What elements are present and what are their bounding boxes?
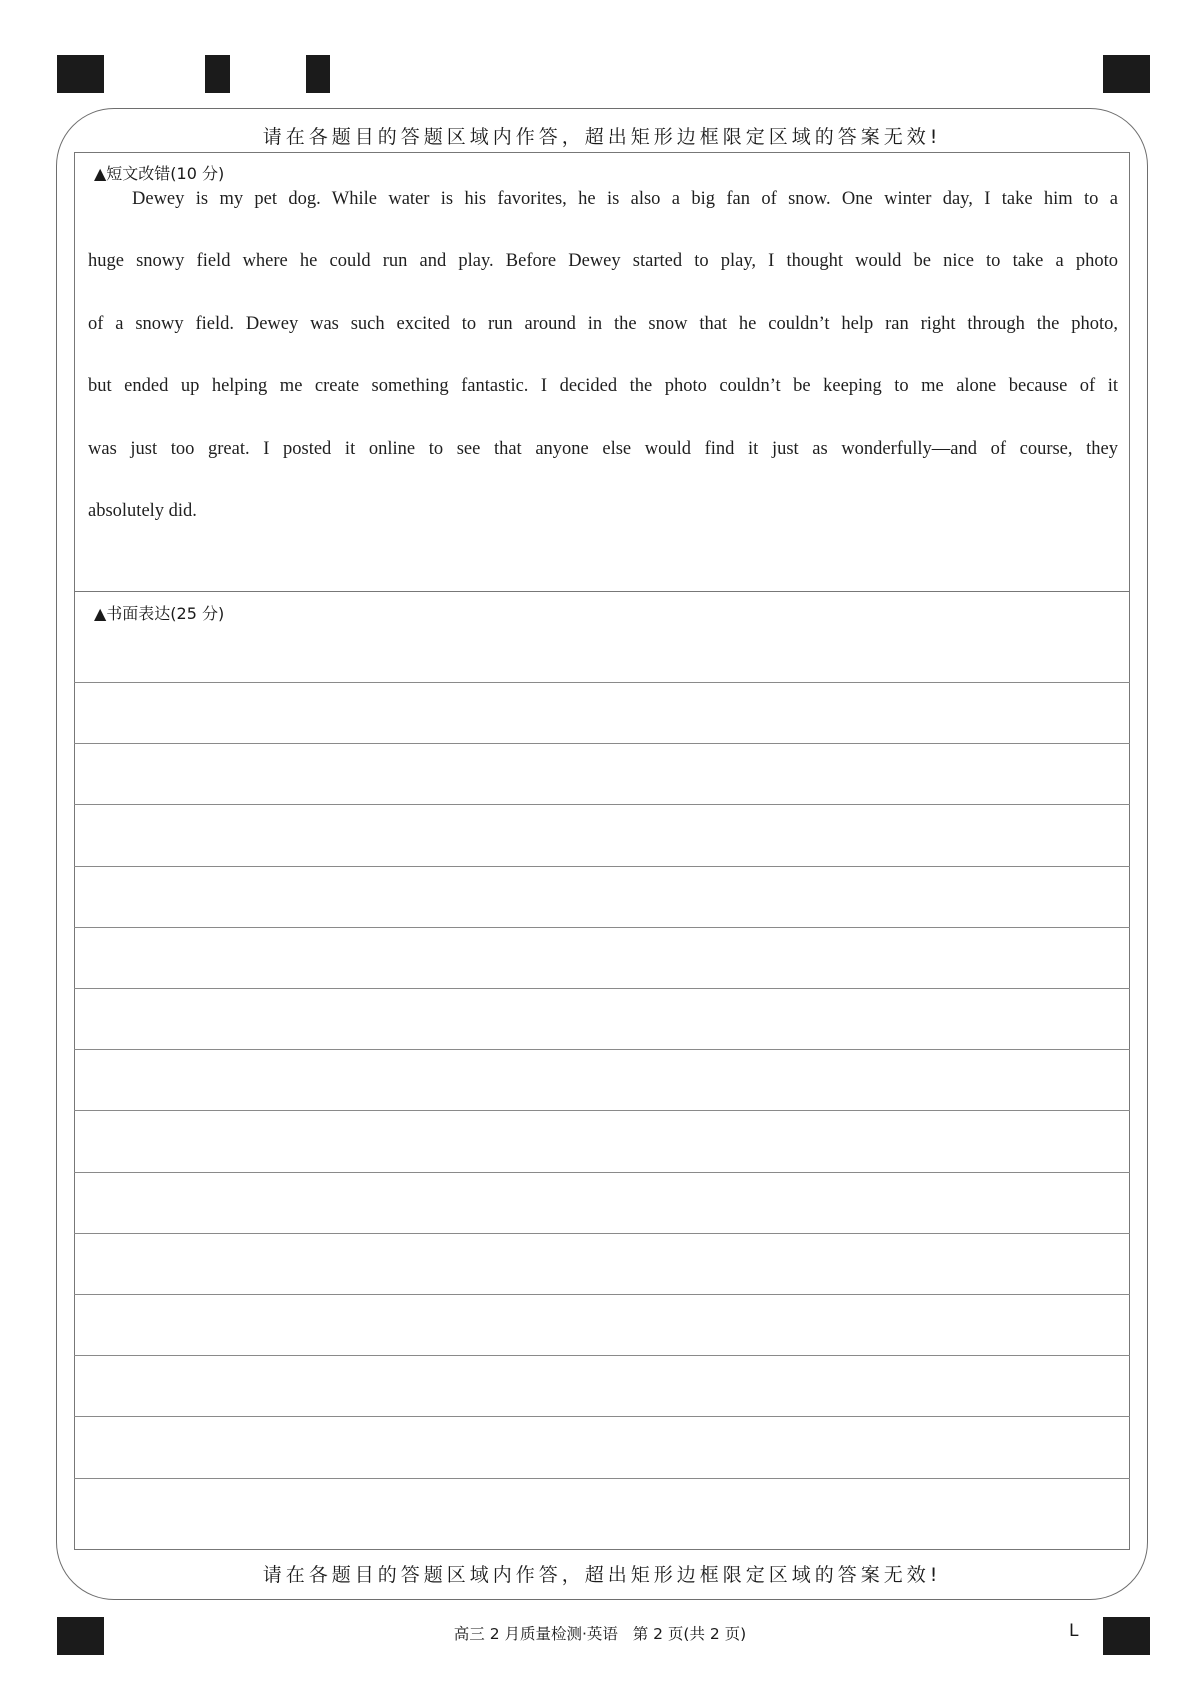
writing-rule-line [74, 1416, 1130, 1417]
passage-line: of a snowy field. Dewey was such excited to run around in the snow that he couldn’t help ran right through the photo, [88, 314, 1118, 334]
answer-area[interactable] [74, 152, 1130, 1550]
writing-rule-line [74, 866, 1130, 867]
writing-section-title: ▲书面表达(25 分) [94, 604, 225, 623]
writing-rule-line [74, 1478, 1130, 1479]
passage-line: huge snowy field where he could run and play. Before Dewey started to play, I thought would be nice to take a photo [88, 251, 1118, 271]
writing-rule-line [74, 927, 1130, 928]
warning-notice-bottom: 请在各题目的答题区域内作答，超出矩形边框限定区域的答案无效! [262, 1564, 942, 1586]
correction-section-title: ▲短文改错(10 分) [94, 164, 225, 183]
writing-rule-line [74, 1294, 1130, 1295]
writing-rule-line [74, 1233, 1130, 1234]
registration-mark [1103, 55, 1150, 93]
writing-rule-line [74, 804, 1130, 805]
passage-line: Dewey is my pet dog. While water is his favorites, he is also a big fan of snow. One winter day, I take him to a [132, 189, 1118, 209]
writing-rule-line [74, 743, 1130, 744]
writing-rule-line [74, 1110, 1130, 1111]
passage-line: but ended up helping me create something fantastic. I decided the photo couldn’t be keeping to me alone because of it [88, 376, 1118, 396]
writing-rule-line [74, 1049, 1130, 1050]
section-divider [74, 591, 1130, 592]
registration-mark [205, 55, 230, 93]
writing-rule-line [74, 1355, 1130, 1356]
passage-line: absolutely did. [88, 501, 197, 521]
writing-rule-line [74, 988, 1130, 989]
writing-rule-line [74, 682, 1130, 683]
page-footer: 高三 2 月质量检测·英语 第 2 页(共 2 页) [453, 1625, 747, 1643]
writing-rule-line [74, 1172, 1130, 1173]
passage-line: was just too great. I posted it online to see that anyone else would find it just as wonderfully—and of course, they [88, 439, 1118, 459]
registration-mark [57, 55, 104, 93]
registration-mark [306, 55, 330, 93]
warning-notice-top: 请在各题目的答题区域内作答，超出矩形边框限定区域的答案无效! [262, 126, 942, 148]
page-version-mark: L [1069, 1621, 1079, 1641]
